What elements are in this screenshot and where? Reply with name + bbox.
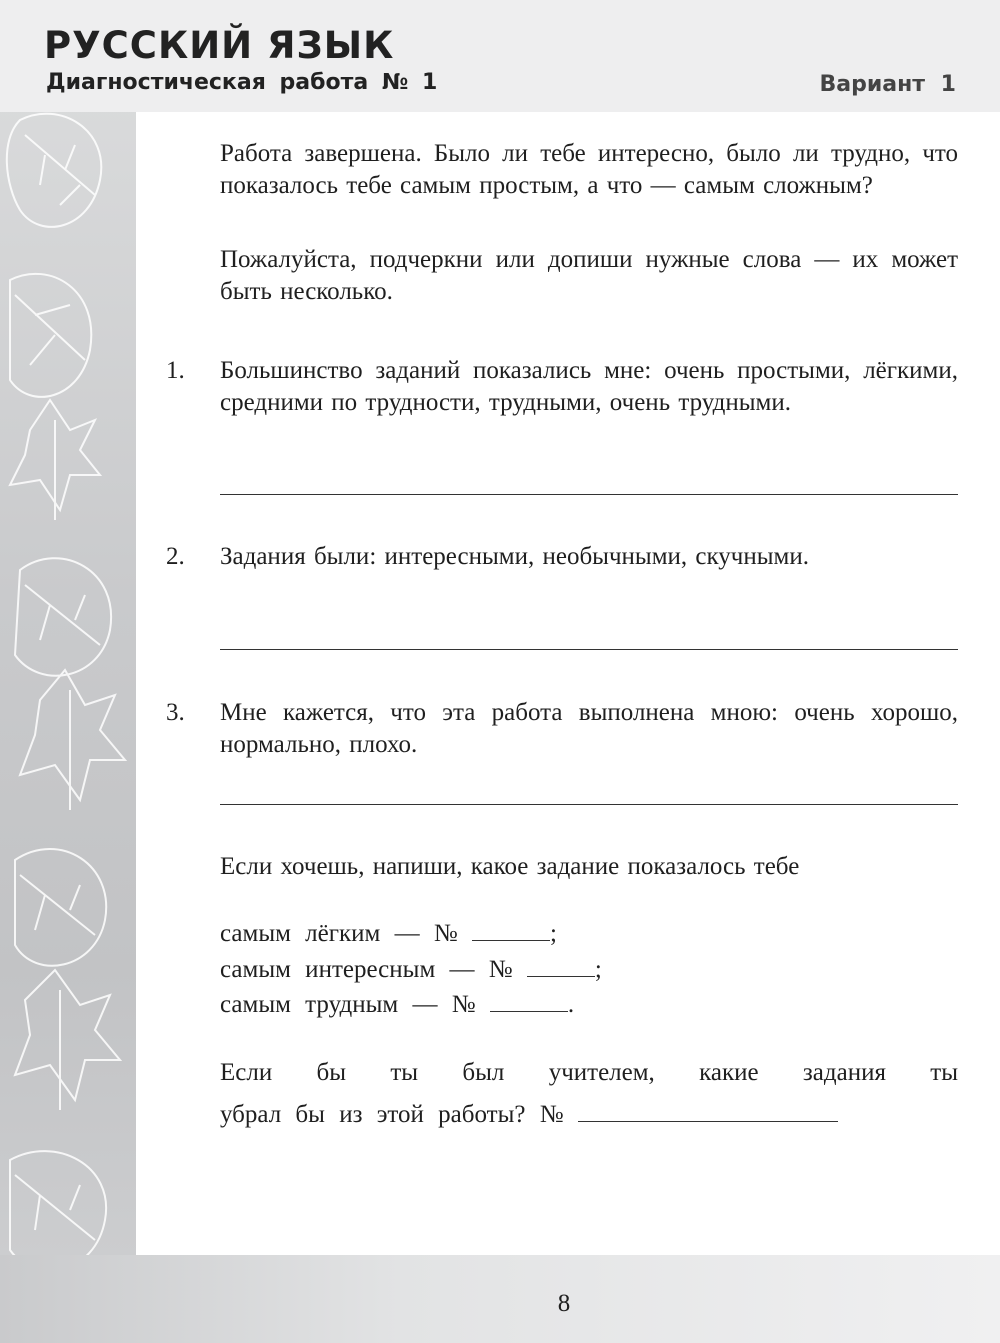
answer-line-1[interactable] [220, 494, 958, 495]
teacher-question-line-2 [220, 1099, 958, 1131]
hardest-label: самым трудным — № [220, 991, 476, 1018]
decorative-leaf-border [0, 100, 140, 1343]
question-text-1: Большинство заданий показались мне: очень простыми, лёгкими, средними по трудности, трудными, очень трудными. [220, 357, 958, 416]
easiest-end: ; [549, 920, 557, 947]
optional-intro: Если хочешь, напиши, какое задание показалось тебе [220, 853, 800, 880]
subject-title: РУССКИЙ ЯЗЫК [44, 24, 395, 67]
question-number-2: 2. [166, 543, 185, 570]
page-header [0, 0, 1000, 112]
interesting-line [220, 954, 958, 986]
hardest-blank[interactable] [490, 989, 568, 1012]
interesting-end: ; [594, 956, 602, 983]
variant-label: Вариант 1 [819, 72, 956, 97]
easiest-label: самым лёгким — № [220, 920, 458, 947]
question-number-1: 1. [166, 357, 185, 384]
page-number: 8 [557, 1290, 571, 1317]
leaf-pattern-icon [0, 100, 140, 1343]
easiest-line [220, 918, 958, 950]
intro-paragraph-2: Пожалуйста, подчеркни или допиши нужные слова — их может быть несколько. [220, 246, 958, 305]
teacher-question-line-1: Если бы ты был учителем, какие задания ты [220, 1059, 958, 1086]
teacher-answer-blank[interactable] [578, 1099, 838, 1122]
interesting-label: самым интересным — № [220, 956, 513, 983]
intro-paragraph-1: Работа завершена. Было ли тебе интересно, было ли трудно, что показалось тебе самым простым, а что — самым сложным? [220, 140, 958, 199]
question-number-3: 3. [166, 699, 185, 726]
answer-line-3[interactable] [220, 804, 958, 805]
question-text-3: Мне кажется, что эта работа выполнена мною: очень хорошо, нормально, плохо. [220, 699, 958, 758]
teacher-question-label: убрал бы из этой работы? № [220, 1101, 564, 1128]
hardest-end: . [567, 991, 575, 1018]
answer-line-2[interactable] [220, 649, 958, 650]
work-title: Диагностическая работа № 1 [46, 70, 438, 95]
hardest-line [220, 989, 958, 1021]
interesting-blank[interactable] [527, 954, 595, 977]
question-text-2: Задания были: интересными, необычными, скучными. [220, 543, 810, 570]
easiest-blank[interactable] [472, 918, 550, 941]
